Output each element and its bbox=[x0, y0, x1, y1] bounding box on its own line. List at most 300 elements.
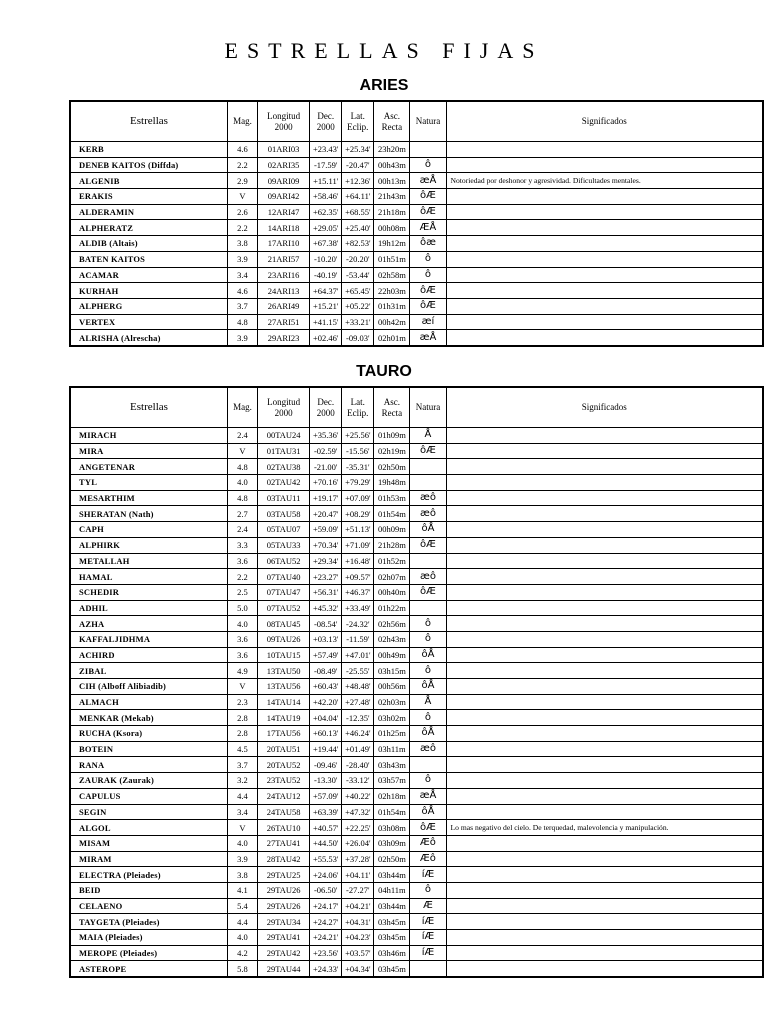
declination-cell: +03.13' bbox=[310, 631, 342, 647]
ecliptic-latitude-cell: +05.22' bbox=[342, 298, 374, 314]
longitude-cell: 29TAU34 bbox=[258, 914, 310, 930]
star-name-cell: MIRAM bbox=[70, 851, 227, 867]
header-longitud-line2: 2000 bbox=[274, 407, 293, 418]
right-ascension-cell: 01h25m bbox=[374, 726, 410, 742]
right-ascension-cell: 03h44m bbox=[374, 867, 410, 883]
right-ascension-cell: 00h09m bbox=[374, 522, 410, 538]
star-name-cell: SCHEDIR bbox=[70, 584, 227, 600]
table-row bbox=[70, 898, 763, 914]
magnitude-cell: 4.0 bbox=[227, 475, 257, 491]
declination-cell: +24.06' bbox=[310, 867, 342, 883]
declination-cell: +24.33' bbox=[310, 961, 342, 977]
ecliptic-latitude-cell: -28.40' bbox=[342, 757, 374, 773]
ecliptic-latitude-cell: +68.55' bbox=[342, 204, 374, 220]
table-header-row bbox=[70, 101, 763, 142]
right-ascension-cell: 19h48m bbox=[374, 475, 410, 491]
star-name-cell: KERB bbox=[70, 142, 227, 158]
star-name-cell: VERTEX bbox=[70, 314, 227, 330]
right-ascension-cell: 21h43m bbox=[374, 189, 410, 205]
magnitude-cell: V bbox=[227, 189, 257, 205]
significado-cell bbox=[446, 961, 763, 977]
table-header-row bbox=[70, 387, 763, 428]
table-row bbox=[70, 142, 763, 158]
longitude-cell: 27ARI51 bbox=[258, 314, 310, 330]
star-name-cell: MIRACH bbox=[70, 428, 227, 444]
table-row bbox=[70, 569, 763, 585]
star-name-cell: MISAM bbox=[70, 835, 227, 851]
natura-cell bbox=[410, 600, 446, 616]
declination-cell: +64.37' bbox=[310, 283, 342, 299]
longitude-cell: 01TAU31 bbox=[258, 443, 310, 459]
declination-cell: +60.43' bbox=[310, 679, 342, 695]
declination-cell: -10.20' bbox=[310, 251, 342, 267]
right-ascension-cell: 03h15m bbox=[374, 663, 410, 679]
ecliptic-latitude-cell: +04.11' bbox=[342, 867, 374, 883]
table-row bbox=[70, 330, 763, 346]
natura-cell: æô bbox=[410, 569, 446, 585]
ecliptic-latitude-cell: +79.29' bbox=[342, 475, 374, 491]
natura-cell bbox=[410, 459, 446, 475]
ecliptic-latitude-cell: +71.09' bbox=[342, 537, 374, 553]
table-row bbox=[70, 506, 763, 522]
right-ascension-cell: 01h31m bbox=[374, 298, 410, 314]
significado-cell bbox=[446, 851, 763, 867]
magnitude-cell: V bbox=[227, 443, 257, 459]
longitude-cell: 08TAU45 bbox=[258, 616, 310, 632]
table-row bbox=[70, 236, 763, 252]
star-name-cell: ZIBAL bbox=[70, 663, 227, 679]
table-row bbox=[70, 189, 763, 205]
ecliptic-latitude-cell: +37.28' bbox=[342, 851, 374, 867]
header-longitud-line1: Longitud bbox=[267, 396, 301, 407]
star-name-cell: SEGIN bbox=[70, 804, 227, 820]
declination-cell: +29.05' bbox=[310, 220, 342, 236]
ecliptic-latitude-cell: +26.04' bbox=[342, 835, 374, 851]
natura-cell: ôÆ bbox=[410, 820, 446, 836]
magnitude-cell: 3.4 bbox=[227, 267, 257, 283]
tauro-table-body bbox=[70, 428, 763, 978]
right-ascension-cell: 02h18m bbox=[374, 788, 410, 804]
table-row bbox=[70, 251, 763, 267]
magnitude-cell: 3.6 bbox=[227, 647, 257, 663]
star-name-cell: SHERATAN (Nath) bbox=[70, 506, 227, 522]
right-ascension-cell: 03h45m bbox=[374, 914, 410, 930]
declination-cell: -09.46' bbox=[310, 757, 342, 773]
natura-cell: æô bbox=[410, 490, 446, 506]
natura-cell: íÆ bbox=[410, 867, 446, 883]
significado-cell bbox=[446, 663, 763, 679]
star-name-cell: ERAKIS bbox=[70, 189, 227, 205]
significado-cell bbox=[446, 443, 763, 459]
declination-cell: +57.49' bbox=[310, 647, 342, 663]
ecliptic-latitude-cell: +47.32' bbox=[342, 804, 374, 820]
right-ascension-cell: 03h45m bbox=[374, 961, 410, 977]
longitude-cell: 29TAU25 bbox=[258, 867, 310, 883]
header-dec-line2: 2000 bbox=[316, 407, 335, 418]
significado-cell bbox=[446, 679, 763, 695]
ecliptic-latitude-cell: +03.57' bbox=[342, 945, 374, 961]
longitude-cell: 05TAU33 bbox=[258, 537, 310, 553]
natura-cell: ô bbox=[410, 773, 446, 789]
declination-cell: +15.11' bbox=[310, 173, 342, 189]
natura-cell: ôÆ bbox=[410, 584, 446, 600]
natura-cell: ô bbox=[410, 882, 446, 898]
longitude-cell: 09TAU26 bbox=[258, 631, 310, 647]
tauro-table bbox=[69, 386, 764, 978]
magnitude-cell: 2.2 bbox=[227, 157, 257, 173]
ecliptic-latitude-cell: +04.23' bbox=[342, 930, 374, 946]
significado-cell bbox=[446, 506, 763, 522]
right-ascension-cell: 02h01m bbox=[374, 330, 410, 346]
natura-cell: Æ bbox=[410, 898, 446, 914]
right-ascension-cell: 03h44m bbox=[374, 898, 410, 914]
natura-cell: ôÅ bbox=[410, 804, 446, 820]
natura-cell: Å bbox=[410, 694, 446, 710]
magnitude-cell: 3.8 bbox=[227, 236, 257, 252]
header-asc-line1: Asc. bbox=[383, 396, 400, 407]
declination-cell: +19.44' bbox=[310, 741, 342, 757]
right-ascension-cell: 00h42m bbox=[374, 314, 410, 330]
table-row bbox=[70, 600, 763, 616]
natura-cell: ô bbox=[410, 251, 446, 267]
longitude-cell: 24TAU12 bbox=[258, 788, 310, 804]
star-name-cell: MENKAR (Mekab) bbox=[70, 710, 227, 726]
magnitude-cell: 3.8 bbox=[227, 867, 257, 883]
declination-cell: +58.46' bbox=[310, 189, 342, 205]
ecliptic-latitude-cell: +22.25' bbox=[342, 820, 374, 836]
star-name-cell: AZHA bbox=[70, 616, 227, 632]
natura-cell: ÆÅ bbox=[410, 220, 446, 236]
declination-cell: +42.20' bbox=[310, 694, 342, 710]
magnitude-cell: 3.9 bbox=[227, 330, 257, 346]
significado-cell bbox=[446, 788, 763, 804]
star-name-cell: MESARTHIM bbox=[70, 490, 227, 506]
significado-cell bbox=[446, 553, 763, 569]
ecliptic-latitude-cell: +08.29' bbox=[342, 506, 374, 522]
declination-cell: +29.34' bbox=[310, 553, 342, 569]
header-asc-line2: Recta bbox=[381, 121, 403, 132]
longitude-cell: 14ARI18 bbox=[258, 220, 310, 236]
table-row bbox=[70, 220, 763, 236]
table-row bbox=[70, 157, 763, 173]
natura-cell: æÅ bbox=[410, 173, 446, 189]
declination-cell: +56.31' bbox=[310, 584, 342, 600]
table-row bbox=[70, 475, 763, 491]
table-row bbox=[70, 773, 763, 789]
magnitude-cell: 2.6 bbox=[227, 204, 257, 220]
ecliptic-latitude-cell: -20.20' bbox=[342, 251, 374, 267]
significado-cell bbox=[446, 522, 763, 538]
right-ascension-cell: 01h51m bbox=[374, 251, 410, 267]
ecliptic-latitude-cell: -27.27' bbox=[342, 882, 374, 898]
natura-cell: æô bbox=[410, 506, 446, 522]
magnitude-cell: 4.4 bbox=[227, 914, 257, 930]
table-row bbox=[70, 882, 763, 898]
significado-cell bbox=[446, 647, 763, 663]
header-longitud-line1: Longitud bbox=[267, 110, 301, 121]
magnitude-cell: 5.4 bbox=[227, 898, 257, 914]
declination-cell: +70.34' bbox=[310, 537, 342, 553]
significado-cell bbox=[446, 773, 763, 789]
table-row bbox=[70, 710, 763, 726]
star-name-cell: TAYGETA (Pleiades) bbox=[70, 914, 227, 930]
significado-cell bbox=[446, 930, 763, 946]
significado-cell bbox=[446, 189, 763, 205]
longitude-cell: 01ARI03 bbox=[258, 142, 310, 158]
table-row bbox=[70, 428, 763, 444]
magnitude-cell: 4.8 bbox=[227, 459, 257, 475]
right-ascension-cell: 00h13m bbox=[374, 173, 410, 189]
significado-cell bbox=[446, 283, 763, 299]
natura-cell: íÆ bbox=[410, 945, 446, 961]
magnitude-cell: 4.6 bbox=[227, 142, 257, 158]
significado-cell bbox=[446, 616, 763, 632]
ecliptic-latitude-cell: -35.31' bbox=[342, 459, 374, 475]
significado-cell bbox=[446, 600, 763, 616]
declination-cell: -08.49' bbox=[310, 663, 342, 679]
natura-cell: æí bbox=[410, 314, 446, 330]
longitude-cell: 24TAU58 bbox=[258, 804, 310, 820]
longitude-cell: 10TAU15 bbox=[258, 647, 310, 663]
right-ascension-cell: 03h08m bbox=[374, 820, 410, 836]
header-lat bbox=[342, 387, 374, 428]
natura-cell: æô bbox=[410, 741, 446, 757]
magnitude-cell: 4.0 bbox=[227, 835, 257, 851]
magnitude-cell: 4.1 bbox=[227, 882, 257, 898]
longitude-cell: 13TAU50 bbox=[258, 663, 310, 679]
table-row bbox=[70, 537, 763, 553]
ecliptic-latitude-cell: +48.48' bbox=[342, 679, 374, 695]
table-row bbox=[70, 298, 763, 314]
star-name-cell: HAMAL bbox=[70, 569, 227, 585]
right-ascension-cell: 03h09m bbox=[374, 835, 410, 851]
ecliptic-latitude-cell: -33.12' bbox=[342, 773, 374, 789]
longitude-cell: 14TAU19 bbox=[258, 710, 310, 726]
significado-cell bbox=[446, 757, 763, 773]
natura-cell: íÆ bbox=[410, 930, 446, 946]
longitude-cell: 03TAU11 bbox=[258, 490, 310, 506]
ecliptic-latitude-cell: +64.11' bbox=[342, 189, 374, 205]
significado-cell bbox=[446, 584, 763, 600]
natura-cell: ôÆ bbox=[410, 204, 446, 220]
longitude-cell: 09ARI09 bbox=[258, 173, 310, 189]
longitude-cell: 23TAU52 bbox=[258, 773, 310, 789]
magnitude-cell: 2.8 bbox=[227, 726, 257, 742]
ecliptic-latitude-cell: -11.59' bbox=[342, 631, 374, 647]
declination-cell: +45.32' bbox=[310, 600, 342, 616]
ecliptic-latitude-cell: -09.03' bbox=[342, 330, 374, 346]
natura-cell: ôæ bbox=[410, 236, 446, 252]
longitude-cell: 17ARI10 bbox=[258, 236, 310, 252]
longitude-cell: 07TAU40 bbox=[258, 569, 310, 585]
star-name-cell: CIH (Alboff Alibiadib) bbox=[70, 679, 227, 695]
longitude-cell: 02ARI35 bbox=[258, 157, 310, 173]
natura-cell: ô bbox=[410, 663, 446, 679]
ecliptic-latitude-cell: +25.56' bbox=[342, 428, 374, 444]
star-name-cell: METALLAH bbox=[70, 553, 227, 569]
longitude-cell: 06TAU52 bbox=[258, 553, 310, 569]
significado-cell bbox=[446, 267, 763, 283]
header-asc-line1: Asc. bbox=[383, 110, 400, 121]
star-name-cell: ACAMAR bbox=[70, 267, 227, 283]
ecliptic-latitude-cell: +07.09' bbox=[342, 490, 374, 506]
declination-cell: +60.13' bbox=[310, 726, 342, 742]
star-name-cell: ALPHERG bbox=[70, 298, 227, 314]
ecliptic-latitude-cell: +46.24' bbox=[342, 726, 374, 742]
table-row bbox=[70, 804, 763, 820]
right-ascension-cell: 02h07m bbox=[374, 569, 410, 585]
table-row bbox=[70, 741, 763, 757]
declination-cell: +24.21' bbox=[310, 930, 342, 946]
magnitude-cell: 4.6 bbox=[227, 283, 257, 299]
star-name-cell: ELECTRA (Pleiades) bbox=[70, 867, 227, 883]
significado-cell bbox=[446, 490, 763, 506]
natura-cell: ô bbox=[410, 631, 446, 647]
declination-cell: -21.00' bbox=[310, 459, 342, 475]
magnitude-cell: 4.8 bbox=[227, 314, 257, 330]
natura-cell: ô bbox=[410, 267, 446, 283]
magnitude-cell: 2.5 bbox=[227, 584, 257, 600]
ecliptic-latitude-cell: -25.55' bbox=[342, 663, 374, 679]
natura-cell bbox=[410, 961, 446, 977]
magnitude-cell: V bbox=[227, 820, 257, 836]
magnitude-cell: 4.0 bbox=[227, 616, 257, 632]
table-row bbox=[70, 663, 763, 679]
header-lat-line1: Lat. bbox=[350, 396, 365, 407]
star-name-cell: CAPH bbox=[70, 522, 227, 538]
header-dec bbox=[310, 101, 342, 142]
magnitude-cell: 3.6 bbox=[227, 553, 257, 569]
table-row bbox=[70, 173, 763, 189]
table-row bbox=[70, 616, 763, 632]
star-name-cell: CAPULUS bbox=[70, 788, 227, 804]
magnitude-cell: 2.4 bbox=[227, 522, 257, 538]
magnitude-cell: 2.2 bbox=[227, 220, 257, 236]
significado-cell bbox=[446, 835, 763, 851]
magnitude-cell: 2.3 bbox=[227, 694, 257, 710]
longitude-cell: 00TAU24 bbox=[258, 428, 310, 444]
table-row bbox=[70, 867, 763, 883]
significado-cell bbox=[446, 204, 763, 220]
ecliptic-latitude-cell: +04.34' bbox=[342, 961, 374, 977]
table-row bbox=[70, 835, 763, 851]
ecliptic-latitude-cell: +16.48' bbox=[342, 553, 374, 569]
star-name-cell: KAFFALJIDHMA bbox=[70, 631, 227, 647]
star-name-cell: BOTEIN bbox=[70, 741, 227, 757]
right-ascension-cell: 01h54m bbox=[374, 804, 410, 820]
right-ascension-cell: 01h22m bbox=[374, 600, 410, 616]
ecliptic-latitude-cell: -15.56' bbox=[342, 443, 374, 459]
magnitude-cell: 4.9 bbox=[227, 663, 257, 679]
magnitude-cell: 4.0 bbox=[227, 930, 257, 946]
ecliptic-latitude-cell: +01.49' bbox=[342, 741, 374, 757]
star-name-cell: BEID bbox=[70, 882, 227, 898]
ecliptic-latitude-cell: +82.53' bbox=[342, 236, 374, 252]
natura-cell bbox=[410, 553, 446, 569]
header-asc-line2: Recta bbox=[381, 407, 403, 418]
star-name-cell: DENEB KAITOS (Diffda) bbox=[70, 157, 227, 173]
longitude-cell: 29TAU44 bbox=[258, 961, 310, 977]
natura-cell: Æô bbox=[410, 835, 446, 851]
declination-cell: +41.15' bbox=[310, 314, 342, 330]
ecliptic-latitude-cell: +40.22' bbox=[342, 788, 374, 804]
magnitude-cell: 4.8 bbox=[227, 490, 257, 506]
significado-cell bbox=[446, 914, 763, 930]
right-ascension-cell: 01h09m bbox=[374, 428, 410, 444]
ecliptic-latitude-cell: +33.21' bbox=[342, 314, 374, 330]
magnitude-cell: 5.8 bbox=[227, 961, 257, 977]
natura-cell: Å bbox=[410, 428, 446, 444]
ecliptic-latitude-cell: +51.13' bbox=[342, 522, 374, 538]
magnitude-cell: V bbox=[227, 679, 257, 695]
natura-cell: Æô bbox=[410, 851, 446, 867]
star-name-cell: MAIA (Pleiades) bbox=[70, 930, 227, 946]
longitude-cell: 27TAU41 bbox=[258, 835, 310, 851]
table-row bbox=[70, 314, 763, 330]
right-ascension-cell: 00h40m bbox=[374, 584, 410, 600]
ecliptic-latitude-cell: +04.31' bbox=[342, 914, 374, 930]
right-ascension-cell: 00h56m bbox=[374, 679, 410, 695]
significado-cell bbox=[446, 220, 763, 236]
star-name-cell: KURHAH bbox=[70, 283, 227, 299]
star-name-cell: ANGETENAR bbox=[70, 459, 227, 475]
declination-cell: +59.09' bbox=[310, 522, 342, 538]
natura-cell: ô bbox=[410, 157, 446, 173]
right-ascension-cell: 00h49m bbox=[374, 647, 410, 663]
table-row bbox=[70, 820, 763, 836]
star-name-cell: RUCHA (Ksora) bbox=[70, 726, 227, 742]
section-title-aries: ARIES bbox=[359, 77, 409, 94]
header-dec bbox=[310, 387, 342, 428]
longitude-cell: 29ARI23 bbox=[258, 330, 310, 346]
header-longitud-line2: 2000 bbox=[274, 121, 293, 132]
natura-cell: ô bbox=[410, 616, 446, 632]
declination-cell: +23.43' bbox=[310, 142, 342, 158]
ecliptic-latitude-cell: +09.57' bbox=[342, 569, 374, 585]
significado-cell bbox=[446, 251, 763, 267]
table-row bbox=[70, 851, 763, 867]
right-ascension-cell: 01h53m bbox=[374, 490, 410, 506]
magnitude-cell: 3.7 bbox=[227, 298, 257, 314]
right-ascension-cell: 02h50m bbox=[374, 851, 410, 867]
star-name-cell: ALDIB (Altais) bbox=[70, 236, 227, 252]
table-row bbox=[70, 631, 763, 647]
magnitude-cell: 3.6 bbox=[227, 631, 257, 647]
star-name-cell: ALPHERATZ bbox=[70, 220, 227, 236]
significado-cell bbox=[446, 898, 763, 914]
magnitude-cell: 4.2 bbox=[227, 945, 257, 961]
longitude-cell: 13TAU56 bbox=[258, 679, 310, 695]
header-mag: Mag. bbox=[227, 101, 257, 142]
declination-cell: -40.19' bbox=[310, 267, 342, 283]
header-significados: Significados bbox=[446, 101, 763, 142]
declination-cell: +57.09' bbox=[310, 788, 342, 804]
magnitude-cell: 2.8 bbox=[227, 710, 257, 726]
declination-cell: -13.30' bbox=[310, 773, 342, 789]
magnitude-cell: 3.4 bbox=[227, 804, 257, 820]
longitude-cell: 02TAU42 bbox=[258, 475, 310, 491]
magnitude-cell: 2.2 bbox=[227, 569, 257, 585]
longitude-cell: 12ARI47 bbox=[258, 204, 310, 220]
declination-cell: +23.27' bbox=[310, 569, 342, 585]
star-name-cell: ZAURAK (Zaurak) bbox=[70, 773, 227, 789]
table-row bbox=[70, 914, 763, 930]
longitude-cell: 07TAU47 bbox=[258, 584, 310, 600]
right-ascension-cell: 02h58m bbox=[374, 267, 410, 283]
significado-cell bbox=[446, 475, 763, 491]
table-row bbox=[70, 204, 763, 220]
significado-cell bbox=[446, 867, 763, 883]
